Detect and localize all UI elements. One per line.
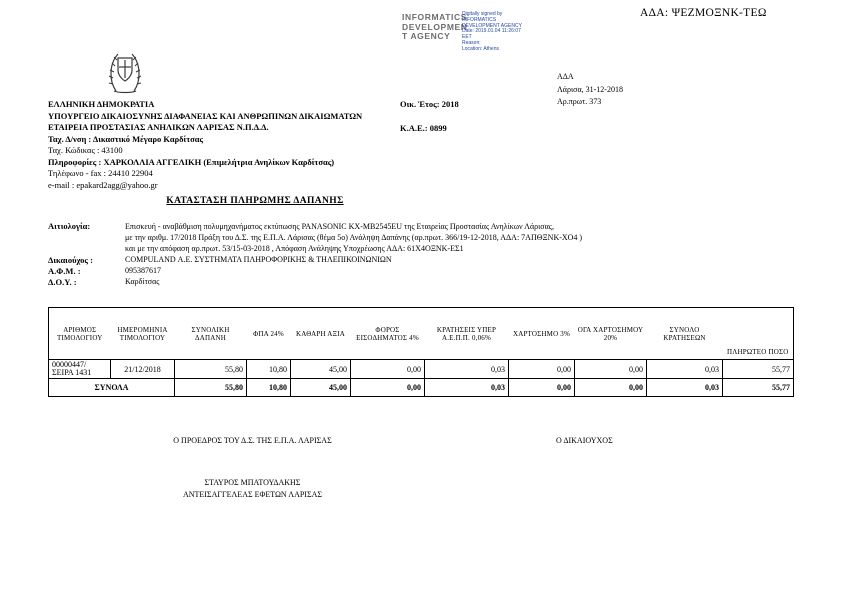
- signature-detail-line: Digitally signed by: [462, 11, 503, 17]
- cell-invoice-number: 00000447/ΣΕΙΡΑ 1431: [49, 360, 111, 379]
- afm-label: Α.Φ.Μ. :: [48, 266, 81, 276]
- president-role: ΑΝΤΕΙΣΑΓΓΕΛΕΑΣ ΕΦΕΤΩΝ ΛΑΡΙΣΑΣ: [182, 489, 323, 499]
- signature-detail-line: DEVELOPMENT AGENCY: [462, 22, 522, 29]
- total-aepp-sum: 0,03: [425, 379, 509, 397]
- org-ministry-line: ΥΠΟΥΡΓΕΙΟ ΔΙΚΑΙΟΣΥΝΗΣ ΔΙΑΦΑΝΕΙΑΣ ΚΑΙ ΑΝΘΡΩΠΙΝΩΝ ΔΙΚΑΙΩΜΑΤΩΝ: [48, 110, 363, 121]
- doy-label: Δ.Ο.Υ. :: [48, 277, 77, 287]
- reason-line: Επισκευή - αναβάθμιση πολυμηχανήματος εκτύπωσης PANASONIC KX-MB2545EU της Εταιρείας Προστασίας Ανηλίκων Λάρισας,: [125, 222, 554, 231]
- coat-of-arms-icon: [106, 46, 144, 96]
- header-invoice-date: ΗΜΕΡΟΜΗΝΙΑ ΤΙΜΟΛΟΓΙΟΥ: [117, 325, 168, 342]
- cell-oga-stamp: 0,00: [575, 360, 647, 379]
- header-oga-stamp: ΟΓΑ ΧΑΡΤΟΣΗΜΟΥ 20%: [577, 325, 644, 342]
- stamp-agency-line: DEVELOPMEN: [402, 21, 468, 32]
- total-net-sum: 45,00: [291, 379, 351, 397]
- totals-label: ΣΥΝΟΛΑ: [49, 379, 175, 397]
- total-expense-sum: 55,80: [175, 379, 247, 397]
- cell-invoice-date: 21/12/2018: [111, 360, 175, 379]
- header-vat: ΦΠΑ 24%: [253, 329, 284, 338]
- cell-income-tax: 0,00: [351, 360, 425, 379]
- org-address-line: Ταχ. Δ/νση : Δικαστικό Μέγαρο Καρδίτσας: [48, 133, 204, 144]
- org-agency-line: ΕΤΑΙΡΕΙΑ ΠΡΟΣΤΑΣΙΑΣ ΑΝΗΛΙΚΩΝ ΛΑΡΙΣΑΣ Ν.Π.Δ.Δ.: [48, 122, 269, 132]
- organization-header: [48, 99, 388, 191]
- beneficiary-value: COMPULAND Α.Ε. ΣΥΣΤΗΜΑΤΑ ΠΛΗΡΟΦΟΡΙΚΗΣ & ΤΗΛΕΠΙΚΟΙΝΩΝΙΩΝ: [125, 255, 392, 264]
- cell-stamp-duty: 0,00: [509, 360, 575, 379]
- total-stamp-duty-sum: 0,00: [509, 379, 575, 397]
- total-vat-sum: 10,80: [247, 379, 291, 397]
- protocol-block: [557, 71, 623, 109]
- cell-total-expense: 55,80: [175, 360, 247, 379]
- org-postal-code-line: Ταχ. Κώδικας : 43100: [48, 145, 123, 155]
- total-income-tax-sum: 0,00: [351, 379, 425, 397]
- reason-text: [125, 221, 582, 254]
- digital-signature-details: [462, 12, 522, 53]
- header-stamp-duty: ΧΑΡΤΟΣΗΜΟ 3%: [512, 329, 571, 338]
- ada-label: ΑΔΑ: [557, 72, 574, 81]
- signature-detail-line: EET: [462, 34, 472, 41]
- signature-stamp-agency: [402, 13, 468, 42]
- totals-row: [49, 379, 794, 397]
- header-total-expense: ΣΥΝΟΛΙΚΗ ΔΑΠΑΝΗ: [191, 325, 230, 342]
- greek-emblem-logo: [106, 46, 144, 101]
- kae-field: Κ.Α.Ε.: 0899: [400, 123, 447, 133]
- signature-detail-line: INFORMATICS: [462, 16, 497, 23]
- fiscal-year-field: Οικ. Έτος: 2018: [400, 99, 459, 109]
- president-signature-title: Ο ΠΡΟΕΔΡΟΣ ΤΟΥ Δ.Σ. ΤΗΣ Ε.Π.Α. ΛΑΡΙΣΑΣ: [173, 436, 332, 445]
- header-payable-amount: ΠΛΗΡΩΤΕΟ ΠΟΣΟ: [727, 348, 789, 356]
- cell-vat: 10,80: [247, 360, 291, 379]
- payment-table: [48, 307, 794, 397]
- reason-line: με την αριθμ. 17/2018 Πράξη του Δ.Σ. της Ε.Π.Α. Λάρισας (θέμα 5ο) Ανάληψη Δαπάνης (αρ.πρωτ. 366/19-12-2018, ΑΔΑ: 7ΑΠΘΞΝΚ-ΧΟ4 ): [125, 233, 583, 242]
- cell-net-value: 45,00: [291, 360, 351, 379]
- total-payable-sum: 55,77: [723, 379, 794, 397]
- signature-detail-line: Reason:: [462, 39, 481, 46]
- header-net-value: ΚΑΘΑΡΗ ΑΞΙΑ: [295, 329, 346, 338]
- total-oga-sum: 0,00: [575, 379, 647, 397]
- president-signature-block: [145, 477, 360, 500]
- beneficiary-label: Δικαιούχος :: [48, 255, 93, 265]
- cell-aepp-deduction: 0,03: [425, 360, 509, 379]
- signature-detail-line: Date: 2019.01.04 11:26:07: [462, 28, 521, 35]
- page-title: ΚΑΤΑΣΤΑΣΗ ΠΛΗΡΩΜΗΣ ΔΑΠΑΝΗΣ: [166, 196, 344, 206]
- total-deductions-sum: 0,03: [647, 379, 723, 397]
- table-header-row: [49, 308, 794, 360]
- org-email-line: e-mail : epakard2agg@yahoo.gr: [48, 179, 158, 190]
- reason-label: Αιτιολογία:: [48, 221, 91, 231]
- org-contact-person-line: Πληροφορίες : ΧΑΡΚΟΛΛΙΑ ΑΓΓΕΛΙΚΗ (Επιμελήτρια Ανηλίκων Καρδίτσας): [48, 156, 335, 167]
- stamp-agency-line: T AGENCY: [402, 31, 451, 41]
- protocol-number: Αρ.πρωτ. 373: [557, 97, 602, 106]
- stamp-agency-line: INFORMATICS: [402, 12, 467, 22]
- president-name: ΣΤΑΥΡΟΣ ΜΠΑΤΟΥΔΑΚΗΣ: [204, 478, 301, 487]
- place-date: Λάρισα, 31-12-2018: [557, 84, 623, 94]
- org-phone-line: Τηλέφωνο - fax : 24410 22904: [48, 168, 153, 178]
- header-invoice-number: ΑΡΙΘΜΟΣ ΤΙΜΟΛΟΓΙΟΥ: [56, 325, 103, 342]
- signature-detail-line: Location: Athens: [462, 45, 499, 52]
- header-aepp-deduction: ΚΡΑΤΗΣΕΙΣ ΥΠΕΡ Α.Ε.Π.Π. 0,06%: [436, 325, 497, 342]
- org-republic-line: ΕΛΛΗΝΙΚΗ ΔΗΜΟΚΡΑΤΙΑ: [48, 99, 155, 109]
- cell-payable-amount: 55,77: [723, 360, 794, 379]
- beneficiary-signature-title: Ο ΔΙΚΑΙΟΥΧΟΣ: [556, 436, 613, 445]
- afm-value: 095387617: [125, 266, 161, 275]
- table-row: [49, 360, 794, 379]
- ada-code: ΑΔΑ: ΨΕΖΜΟΞΝΚ-ΤΕΩ: [640, 7, 767, 19]
- doy-value: Καρδίτσας: [125, 277, 160, 286]
- reason-line: και με την απόφαση αρ.πρωτ. 53/15-03-2018 , Απόφαση Ανάληψης Υποχρέωσης ΑΔΑ: 61Χ4ΟΞΝΚ-ΕΣ1: [125, 244, 464, 253]
- cell-total-deductions: 0,03: [647, 360, 723, 379]
- header-income-tax: ΦΟΡΟΣ ΕΙΣΟΔΗΜΑΤΟΣ 4%: [356, 325, 419, 342]
- header-total-deductions: ΣΥΝΟΛΟ ΚΡΑΤΗΣΕΩΝ: [663, 325, 706, 342]
